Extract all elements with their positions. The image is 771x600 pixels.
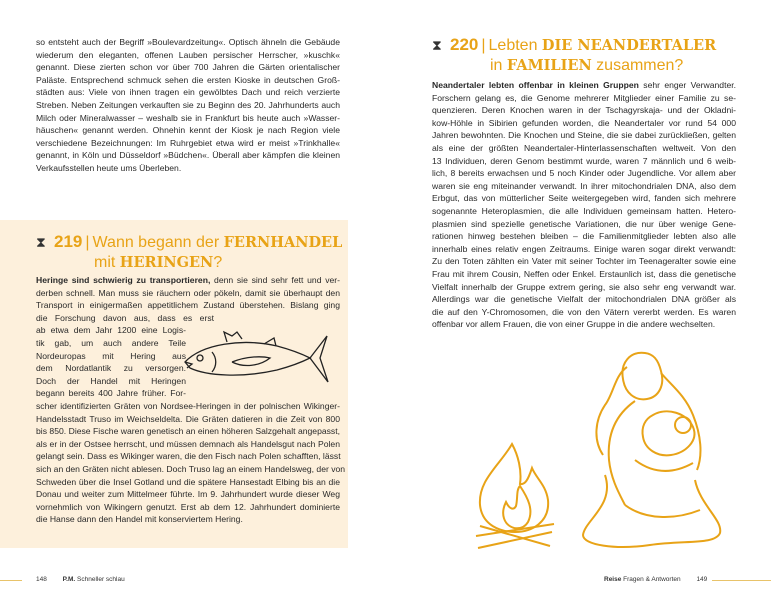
text-line: Milch oder Mineralwasser – weshalb sie in Frankfurt bis heute auch »Wasser- xyxy=(36,112,340,123)
text-line: die Forschung davon aus, dass es erst xyxy=(36,312,214,323)
text-line: bis 850. Diese Fische waren genetisch an einen höheren Salzgehalt angepasst, xyxy=(36,426,340,437)
text-line: als eine der größten Neandertaler-Hinterlassenschaften weltweit. Von den xyxy=(432,142,736,153)
text-line: plasmien sind spezielle genetische Variationen, die nur über wenige Gene- xyxy=(432,218,736,229)
text-line: Forschern gelang es, die Genome mehrerer Mitglieder einer Familie zu se- xyxy=(432,92,736,103)
page-number: 148 xyxy=(36,576,47,583)
text-line: Transport in einigermaßen appetitlichem Zustand überstehen. Bislang ging xyxy=(36,300,340,311)
text-line: Allerdings war die genetische Vielfalt der mitochondrialen DNA größer als xyxy=(432,294,736,305)
text-line: Handelsstadt Truso im Weichseldelta. Die Gräten datieren in die Zeit von 800 xyxy=(36,413,340,424)
text-line: Streben. Neben Zeitungen verkauften sie zu Beginn des 20. Jahrhunderts auch xyxy=(36,99,340,110)
question-220-answer: Neandertaler lebten offenbar in kleinen Gruppen sehr enger Verwandter. Forschern gelang es, die Genome mehrerer Mitglieder einer Familie zu se- quenzieren. Deren Knochen waren in der Tschagyrskaja- und der Okladni- kow-Höhle in Sibirien gefunden worden, die Neandertaler vor rund 54 000 Jahren bewohnten. Die Knochen und Steine, die sie dabei zurückließen, gelten als eine der größten Neandertaler-Hinterlassenschaften weltweit. Von den 13 Individuen, deren Genom bestimmt wurde, waren 7 männlich und 6 weib- lich, 8 bereits erwachsen und 5 noch Kinder oder Jugendliche. Vor allem aber waren sie eng miteinander verwandt. In ihrer mitochondrialen DNA, also dem Erbgut, das von mütterlicher Seite weitergegeben wird, fanden sich mehrere sogenannte Heteroplasmien, die alle Individuen gemeinsam hatten. Hetero- plasmien sind spezielle genetische Variationen, die nur über wenige Gene- rationen hinweg bestehen bleiben – die Familienmitglieder lebten also alle innerhalb eines relativ engen Zeitraums. Einige waren sogar direkt verwandt: Zu den Toten zählten ein Vater mit seiner Tochter im Teenageralter sowie eine Frau mit ihrem Cousin, Neffen oder Enkel. Erstaunlich ist, dass die genetische Vielfalt innerhalb der Gruppe extrem gering, sie also sehr eng verwandt war. Allerdings war die genetische Vielfalt der mitochondrialen DNA größer als die auf den Y-Chromosomen, die von den Vätern vererbt werden. Es waren offenbar vor allem Frauen, die von einer Gruppe in die andere wechselten. xyxy=(432,80,737,330)
text-line: genannt, in Köln und Düsseldorf »Büdchen«. Überall aber kämpfen die kleinen xyxy=(36,150,340,161)
text-line: ab etwa dem Jahr 1200 eine Logis- xyxy=(36,325,186,336)
footer-rule-right xyxy=(712,580,771,581)
text-line: als er in der Ostsee herrscht, und müssen demnach als Handelsgut nach Polen xyxy=(36,438,340,449)
page-number: 149 xyxy=(696,576,708,583)
hourglass-icon: ⧗ xyxy=(36,234,46,250)
text-line: Nordeuropas mit Hering aus xyxy=(36,350,186,361)
text-line: derben schnell. Man muss sie räuchern oder pökeln, damit sie überhaupt den xyxy=(36,287,340,298)
text-line: rationen hinweg bestehen bleiben – die Familienmitglieder lebten also alle xyxy=(432,231,736,242)
text-line: Doch der Handel mit Heringen xyxy=(36,375,186,386)
text-line: quenzieren. Deren Knochen waren in der Tschagyrskaja- und der Okladni- xyxy=(432,105,736,116)
text-line: dem Nordatlantik zu versorgen. xyxy=(36,363,186,374)
text-line: sogenannte Heteroplasmien, die alle Individuen gemeinsam hatten. Hetero- xyxy=(432,205,736,216)
text-line: Verkaufsstellen heute ums Überleben. xyxy=(36,162,182,173)
text-line: begann bereits 400 Jahre früher. For- xyxy=(36,388,186,399)
text-line: sich an den Gräten nicht ablesen. Doch Truso lag an einem Handelsweg, der von xyxy=(36,463,346,474)
text-line: genannt. Diese zierten schon vor über 700 Jahren die Gärten orientalischer xyxy=(36,62,340,73)
text-line: verschiedene Bezeichnungen: Im Ruhrgebiet etwa wird er meist »Trinkhalle« xyxy=(36,137,340,148)
text-line: die auf den Y-Chromosomen, die von den Vätern vererbt werden. Es waren xyxy=(432,306,736,317)
text-line: scher identifizierten Gräten von Nordsee-Heringen in der polnischen Wikinger- xyxy=(36,400,340,411)
text-line: die Hanse dann den Handel mit konserviertem Hering. xyxy=(36,514,243,525)
text-line: städten aus: Viele von ihnen tragen ein gewölbtes Dach und reich verzierte xyxy=(36,87,340,98)
text-line: offenbar vor allem Frauen, die von einer Gruppe in die andere wechselten. xyxy=(432,319,716,330)
question-219-answer: Heringe sind schwierig zu transportieren, denn sie sind sehr fett und ver- derben schnell. Man muss sie räuchern oder pökeln, damit sie überhaupt den Transport in einigermaßen appetitlichem Zustand überstehen. Bislang ging die Forschung davon aus, dass es erst ab etwa dem Jahr 1200 eine Logis- tik gab, um auch andere Teile Nordeuropas mit Hering aus dem Nordatlantik zu versorgen. Doch der Handel mit Heringen begann bereits 400 Jahre früher. For- scher identifizierten Gräten von Nordsee-Heringen in der polnischen Wikinger- Handelsstadt Truso im Weichseldelta. Die Gräten datieren in die Zeit von 800 bis 850. Diese Fische waren genetisch an einen höheren Salzgehalt angepasst, als er in der Ostsee herrscht, und müssen demnach als Handelsgut nach Polen gelangt sein. Dass es Wikinger waren, die den Fisch nach Polen schafften, lässt sich an den Gräten nicht ablesen. Doch Truso lag an einem Handelsweg, der von Schweden über die Insel Gotland und die spätere Hansestadt Elbing bis an die Donau und weiter zum Mittelmeer führte. Im 9. Jahrhundert wurde dieser Weg vornehmlich von Wikingern genutzt. Erst ab dem 12. Jahrhundert dominierte die Hanse dann den Handel mit konserviertem Hering. xyxy=(36,275,346,525)
hourglass-icon: ⧗ xyxy=(432,37,442,53)
text-line: wiederum den eleganten, offenen Lauben persischer Herrscher, »kuschk« xyxy=(36,49,340,60)
text-line: kow-Höhle in Sibirien gefunden worden, die Neandertaler vor rund 54 000 xyxy=(432,117,736,128)
text-line: 13 Individuen, deren Genom bestimmt wurde, waren 7 männlich und 6 weib- xyxy=(432,155,736,166)
campfire-illustration xyxy=(470,440,560,552)
text-line: waren sie eng miteinander verwandt. In ihrer mitochondrialen DNA, also dem xyxy=(432,180,736,191)
text-line: innerhalb eines relativ engen Zeitraums. Einige waren sogar direkt verwandt: xyxy=(432,243,736,254)
question-220-heading: ⧗ 220 | Lebten DIE NEANDERTALER in FAMILIEN zusammen? xyxy=(432,35,717,74)
text-line: lich, 8 bereits erwachsen und 5 noch Kinder oder Jugendliche. Vor allem aber xyxy=(432,168,736,179)
footer-left: 148 P.M. Schneller schlau xyxy=(36,576,125,583)
text-line: Donau und weiter zum Mittelmeer führte. Im 9. Jahrhundert wurde dieser Weg xyxy=(36,489,340,500)
text-line: vornehmlich von Wikingern genutzt. Erst ab dem 12. Jahrhundert dominierte xyxy=(36,501,340,512)
footer-rule-left xyxy=(0,580,22,581)
text-line: Frau mit ihrem Cousin, Neffen oder Enkel. Erstaunlich ist, dass die genetische xyxy=(432,268,736,279)
question-219-heading: ⧗ 219 | Wann begann der FERNHANDEL mit HERINGEN? xyxy=(36,232,343,271)
intro-paragraph xyxy=(36,36,340,175)
text-line: Erbgut, das von mütterlicher Seite weitergegeben wird, fanden sich mehrere xyxy=(432,193,736,204)
text-line: Schweden über die Insel Gotland und die spätere Hansestadt Elbing bis an die xyxy=(36,476,340,487)
text-line: Jahren bewohnten. Die Knochen und Steine, die sie dabei zurückließen, gelten xyxy=(432,130,736,141)
text-line: Paläste. Entsprechend schmuck sehen die ersten Kioske in deutschen Groß- xyxy=(36,74,340,85)
text-line: so entsteht auch der Begriff »Boulevardzeitung«. Optisch ähneln die Gebäude xyxy=(36,37,340,47)
text-line: gelangt sein. Dass es Wikinger waren, die den Fisch nach Polen schafften, lässt xyxy=(36,451,341,462)
text-line: Vielfalt innerhalb der Gruppe extrem gering, sie also sehr eng verwandt war. xyxy=(432,281,736,292)
herring-illustration xyxy=(182,326,332,388)
footer-right: Reise Fragen & Antworten 149 xyxy=(604,576,708,583)
text-line: Zu den Toten zählten ein Vater mit seiner Tochter im Teenageralter sowie eine xyxy=(432,256,736,267)
neanderthal-mother-child-illustration xyxy=(575,345,725,553)
text-line: häuschen« genannt werden. Ohnehin kennt der Kiosk je nach Region viele xyxy=(36,125,340,136)
text-line: tik gab, um auch andere Teile xyxy=(36,337,186,348)
